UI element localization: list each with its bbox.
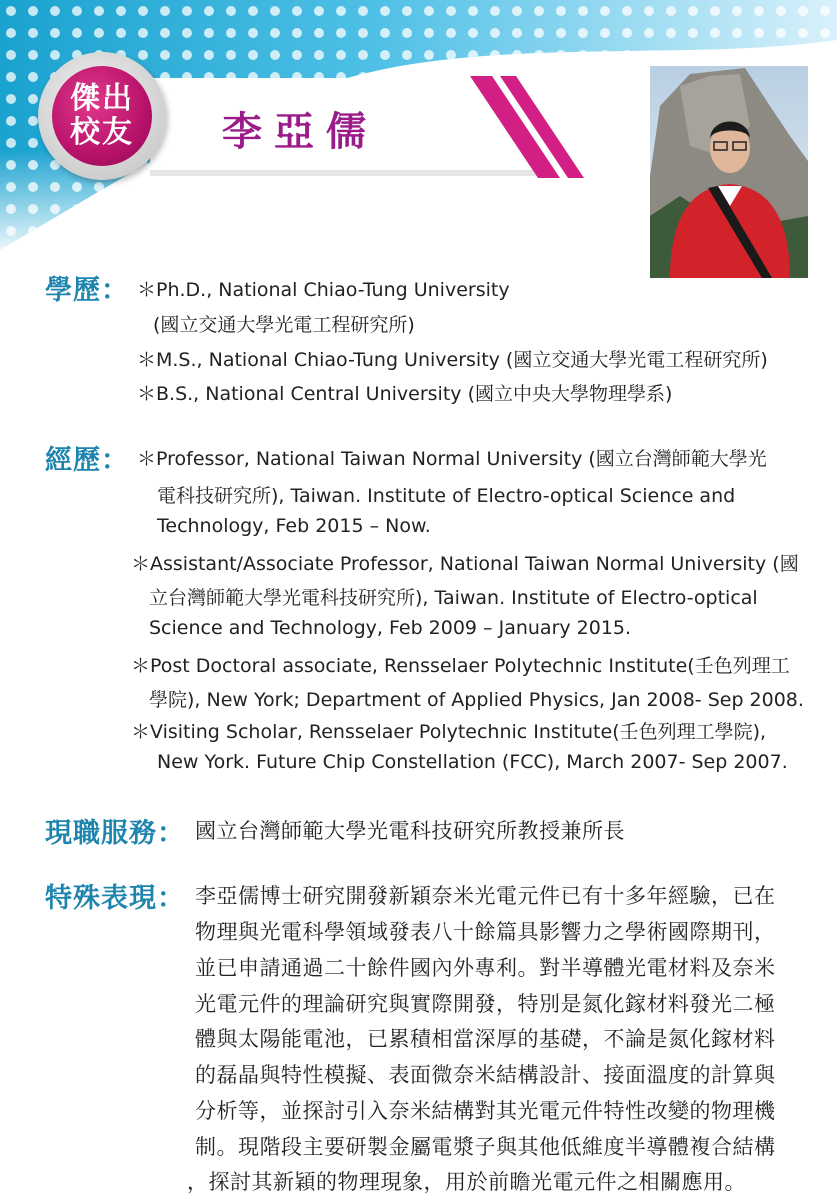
current-position-label: 現職服務： (45, 818, 185, 849)
education-label: 學歷： (45, 275, 129, 306)
distinguished-alumni-badge (52, 66, 152, 166)
experience-line-1: ＊Professor, National Taiwan Normal University (國立台灣師範大學光 (137, 448, 767, 470)
experience-line-7: ＊Post Doctoral associate, Rensselaer Polytechnic Institute(壬色列理工 (131, 655, 790, 677)
achievements-line-3: 並已申請通過二十餘件國內外專利。對半導體光電材料及奈米 (195, 956, 776, 980)
portrait-photo (650, 66, 808, 278)
achievements-line-6: 的磊晶與特性模擬、表面微奈米結構設計、接面溫度的計算與 (195, 1063, 776, 1087)
achievements-line-9: ，探討其新穎的物理現象，用於前瞻光電元件之相關應用。 (187, 1170, 746, 1194)
experience-line-2: 電科技研究所), Taiwan. Institute of Electro-optical Science and (157, 485, 736, 507)
experience-line-6: Science and Technology, Feb 2009 – January 2015. (149, 617, 632, 639)
experience-line-10: New York. Future Chip Constellation (FCC), March 2007- Sep 2007. (157, 751, 788, 773)
experience-label: 經歷： (45, 445, 129, 476)
achievements-line-4: 光電元件的理論研究與實際開發，特別是氮化鎵材料發光二極 (195, 992, 776, 1016)
current-position-text: 國立台灣師範大學光電科技研究所教授兼所長 (195, 819, 625, 843)
experience-line-9: ＊Visiting Scholar, Rensselaer Polytechnic Institute(壬色列理工學院), (131, 721, 767, 743)
alumni-name: 李亞儒 (222, 109, 378, 155)
experience-line-4: ＊Assistant/Associate Professor, National Taiwan Normal University (國 (131, 553, 799, 575)
experience-line-8: 學院), New York; Department of Applied Physics, Jan 2008- Sep 2008. (149, 689, 804, 711)
education-line-2: (國立交通大學光電工程研究所) (153, 314, 415, 336)
achievements-line-2: 物理與光電科學領域發表八十餘篇具影響力之學術國際期刊， (195, 920, 776, 944)
education-line-1: ＊Ph.D., National Chiao-Tung University (137, 279, 510, 301)
experience-line-5: 立台灣師範大學光電科技研究所), Taiwan. Institute of Electro-optical (149, 587, 758, 609)
achievements-line-5: 體與太陽能電池，已累積相當深厚的基礎，不論是氮化鎵材料 (195, 1027, 776, 1051)
experience-line-3: Technology, Feb 2015 – Now. (157, 515, 431, 537)
achievements-line-1: 李亞儒博士研究開發新穎奈米光電元件已有十多年經驗，已在 (195, 884, 776, 908)
achievements-label: 特殊表現： (45, 883, 185, 914)
achievements-line-8: 制。現階段主要研製金屬電漿子與其他低維度半導體複合結構 (195, 1135, 776, 1159)
education-line-3: ＊M.S., National Chiao-Tung University (國立交通大學光電工程研究所) (137, 349, 768, 371)
badge-text: 傑出 校友 (70, 81, 134, 150)
education-line-4: ＊B.S., National Central University (國立中央大學物理學系) (137, 383, 673, 405)
achievements-line-7: 分析等，並探討引入奈米結構對其光電元件特性改變的物理機 (195, 1099, 776, 1123)
